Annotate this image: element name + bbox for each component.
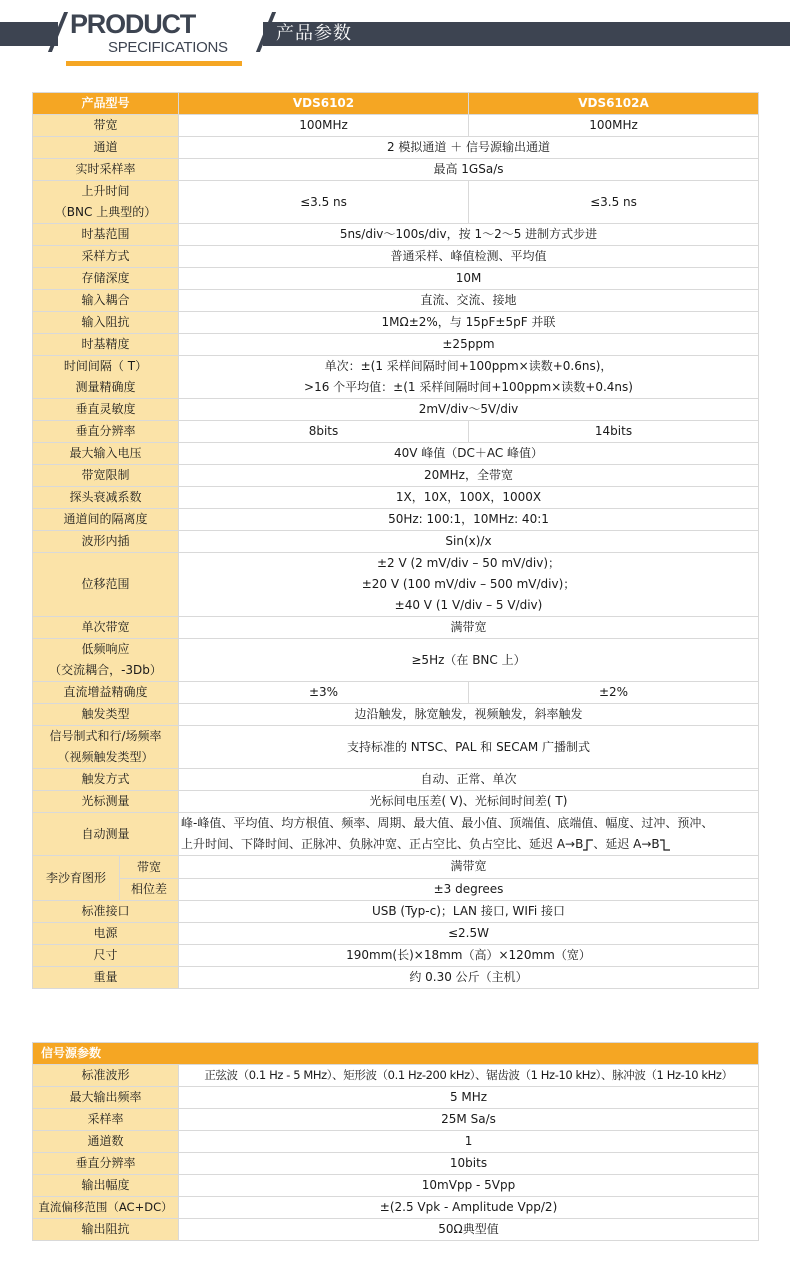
row-label (33, 181, 179, 224)
table-row (33, 224, 759, 246)
table-row (33, 553, 759, 617)
table-row (33, 791, 759, 813)
section-title: 产品参数 (276, 23, 352, 44)
cell-value: ±3 degrees (179, 878, 759, 901)
cell-value: ±2% (469, 682, 759, 704)
row-label: 采样方式 (33, 246, 179, 268)
row-label: 最大输出频率 (33, 1087, 179, 1109)
cell-value: 支持标准的 NTSC、PAL 和 SECAM 广播制式 (179, 726, 759, 769)
table-row (33, 159, 759, 181)
cell-value: 1 (179, 1131, 759, 1153)
row-label: 通道间的隔离度 (33, 509, 179, 531)
cell-value: 直流、交流、接地 (179, 290, 759, 312)
table-row (33, 639, 759, 682)
row-label: 探头衰减系数 (33, 487, 179, 509)
cell-value: 5 MHz (179, 1087, 759, 1109)
cell-line: 峰-峰值、平均值、均方根值、频率、周期、最大值、最小值、顶端值、底端值、幅度、过冲、预冲、 (181, 816, 714, 830)
cell-value: 1X，10X，100X，1000X (179, 487, 759, 509)
cell-value: 1MΩ±2%，与 15pF±5pF 并联 (179, 312, 759, 334)
row-label: 带宽 (33, 115, 179, 137)
table-header-row (33, 93, 759, 115)
cell-value: ±25ppm (179, 334, 759, 356)
cell-value: 满带宽 (179, 617, 759, 639)
table-row (33, 769, 759, 791)
row-label: 通道数 (33, 1131, 179, 1153)
table-row (33, 1153, 759, 1175)
table-row (33, 682, 759, 704)
table-row (33, 1065, 759, 1087)
table-row (33, 901, 759, 923)
row-label: 存储深度 (33, 268, 179, 290)
table-row (33, 945, 759, 967)
cell-value: 正弦波（0.1 Hz - 5 MHz）、矩形波（0.1 Hz-200 kHz）、锯齿波（1 Hz-10 kHz）、脉冲波（1 Hz-10 kHz） (179, 1065, 759, 1087)
table-row (33, 704, 759, 726)
row-label: 单次带宽 (33, 617, 179, 639)
row-label: 采样率 (33, 1109, 179, 1131)
table-row (33, 312, 759, 334)
cell-value: 自动、正常、单次 (179, 769, 759, 791)
row-label-line: 低频响应 (81, 642, 130, 656)
table-row (33, 1131, 759, 1153)
cell-value: 普通采样、峰值检测、平均值 (179, 246, 759, 268)
cell-value: 190mm(长)×18mm（高）×120mm（宽） (179, 945, 759, 967)
table-row (33, 181, 759, 224)
table-row (33, 487, 759, 509)
row-label (33, 856, 179, 901)
cell-value: ≥5Hz（在 BNC 上） (179, 639, 759, 682)
cell-value: 50Hz: 100:1，10MHz: 40:1 (179, 509, 759, 531)
cell-line: >16 个平均值：±(1 采样间隔时间+100ppm×读数+0.4ns) (304, 380, 633, 394)
table-row (33, 509, 759, 531)
logo-underline (66, 61, 242, 66)
cell-value: 20MHz，全带宽 (179, 465, 759, 487)
table-row (33, 465, 759, 487)
table-row (33, 813, 759, 856)
cell-value: ≤3.5 ns (179, 181, 469, 224)
row-label: 垂直灵敏度 (33, 399, 179, 421)
table-row (33, 137, 759, 159)
row-label: 带宽限制 (33, 465, 179, 487)
table-row (33, 399, 759, 421)
table-row (33, 923, 759, 945)
cell-value: 2 模拟通道 ＋ 信号源输出通道 (179, 137, 759, 159)
row-label: 实时采样率 (33, 159, 179, 181)
cell-value: 100MHz (469, 115, 759, 137)
cell-value: ≤3.5 ns (469, 181, 759, 224)
row-label: 直流增益精确度 (33, 682, 179, 704)
cell-value (179, 553, 759, 617)
cell-value: 2mV/div～5V/div (179, 399, 759, 421)
row-label-line: （视频触发类型） (57, 750, 154, 764)
row-label: 时基精度 (33, 334, 179, 356)
cell-text: 上升时间、下降时间、正脉冲、负脉冲宽、正占空比、负占空比、延迟 A→B (181, 837, 584, 851)
row-sublabel: 相位差 (130, 882, 167, 896)
rising-edge-icon (583, 839, 593, 851)
row-label: 时基范围 (33, 224, 179, 246)
row-label: 自动测量 (33, 813, 179, 856)
cell-value: 50Ω典型值 (179, 1219, 759, 1241)
table-row (33, 115, 759, 137)
cell-value: 10bits (179, 1153, 759, 1175)
row-label: 垂直分辨率 (33, 1153, 179, 1175)
table-row (33, 443, 759, 465)
table-row (33, 531, 759, 553)
row-label-line: 信号制式和行/场频率 (49, 729, 162, 743)
cell-value: Sin(x)/x (179, 531, 759, 553)
cell-text: 、延迟 A→B (593, 837, 660, 851)
row-label: 光标测量 (33, 791, 179, 813)
cell-value: 5ns/div～100s/div，按 1～2～5 进制方式步进 (179, 224, 759, 246)
table-row (33, 1109, 759, 1131)
row-label: 输出阻抗 (33, 1219, 179, 1241)
table-row (33, 856, 759, 879)
row-label: 垂直分辨率 (33, 421, 179, 443)
cell-value: ±3% (179, 682, 469, 704)
row-label: 触发类型 (33, 704, 179, 726)
table-row (33, 1197, 759, 1219)
table-row (33, 246, 759, 268)
row-label: 最大输入电压 (33, 443, 179, 465)
row-label: 尺寸 (33, 945, 179, 967)
row-label: 位移范围 (33, 553, 179, 617)
cell-value: 100MHz (179, 115, 469, 137)
cell-value: 14bits (469, 421, 759, 443)
logo-subtitle: SPECIFICATIONS (108, 39, 228, 56)
row-label (33, 726, 179, 769)
row-label: 触发方式 (33, 769, 179, 791)
cell-value: 边沿触发，脉宽触发，视频触发，斜率触发 (179, 704, 759, 726)
table-row (33, 268, 759, 290)
cell-value: USB (Typ-c)；LAN 接口, WIFi 接口 (179, 901, 759, 923)
table-header-row (33, 1043, 759, 1065)
row-label (33, 639, 179, 682)
cell-value: 约 0.30 公斤（主机） (179, 967, 759, 989)
row-label-line: 测量精确度 (75, 380, 136, 394)
row-label: 标准接口 (33, 901, 179, 923)
row-label-line: （BNC 上典型的） (54, 205, 157, 219)
table-row (33, 967, 759, 989)
row-label: 波形内插 (33, 531, 179, 553)
cell-value: ±(2.5 Vpk - Amplitude Vpp/2) (179, 1197, 759, 1219)
signal-source-table (32, 1042, 759, 1241)
row-label-line: （交流耦合，-3Db） (49, 663, 162, 677)
row-label-line: 上升时间 (81, 184, 130, 198)
row-label: 输入耦合 (33, 290, 179, 312)
cell-value: 8bits (179, 421, 469, 443)
column-header-vds6102a: VDS6102A (469, 93, 759, 115)
row-label (33, 356, 179, 399)
signal-source-title: 信号源参数 (33, 1043, 759, 1065)
column-header-vds6102: VDS6102 (179, 93, 469, 115)
cell-value: 满带宽 (179, 856, 759, 879)
cell-value: ≤2.5W (179, 923, 759, 945)
cell-line: ±20 V (100 mV/div – 500 mV/div)； (361, 577, 576, 591)
table-row (33, 334, 759, 356)
cell-line: ±2 V (2 mV/div – 50 mV/div)； (376, 556, 561, 570)
cell-value (179, 356, 759, 399)
cell-value: 最高 1GSa/s (179, 159, 759, 181)
spec-table (32, 92, 759, 989)
falling-edge-icon (660, 839, 670, 851)
row-label: 输入阻抗 (33, 312, 179, 334)
row-label: 电源 (33, 923, 179, 945)
table-row (33, 1175, 759, 1197)
column-header-model: 产品型号 (33, 93, 179, 115)
table-row (33, 356, 759, 399)
cell-line (181, 834, 756, 855)
row-label: 直流偏移范围（AC+DC） (33, 1197, 179, 1219)
table-row (33, 1219, 759, 1241)
row-label: 标准波形 (33, 1065, 179, 1087)
cell-line: ±40 V (1 V/div – 5 V/div) (394, 598, 543, 612)
cell-value (179, 813, 759, 856)
row-label-line: 时间间隔（ T） (63, 359, 148, 373)
cell-line: 单次：±(1 采样间隔时间+100ppm×读数+0.6ns)， (324, 359, 613, 373)
table-row (33, 290, 759, 312)
table-row (33, 617, 759, 639)
cell-value: 10mVpp - 5Vpp (179, 1175, 759, 1197)
table-row (33, 726, 759, 769)
cell-value: 25M Sa/s (179, 1109, 759, 1131)
row-sublabel: 带宽 (120, 856, 178, 879)
row-label: 输出幅度 (33, 1175, 179, 1197)
cell-value: 10M (179, 268, 759, 290)
cell-value: 40V 峰值（DC＋AC 峰值） (179, 443, 759, 465)
row-label: 通道 (33, 137, 179, 159)
table-row (33, 1087, 759, 1109)
table-row (33, 421, 759, 443)
logo-title: PRODUCT (70, 9, 196, 39)
row-label: 李沙育图形 (33, 856, 120, 900)
row-label: 重量 (33, 967, 179, 989)
cell-value: 光标间电压差( V)、光标间时间差( T) (179, 791, 759, 813)
